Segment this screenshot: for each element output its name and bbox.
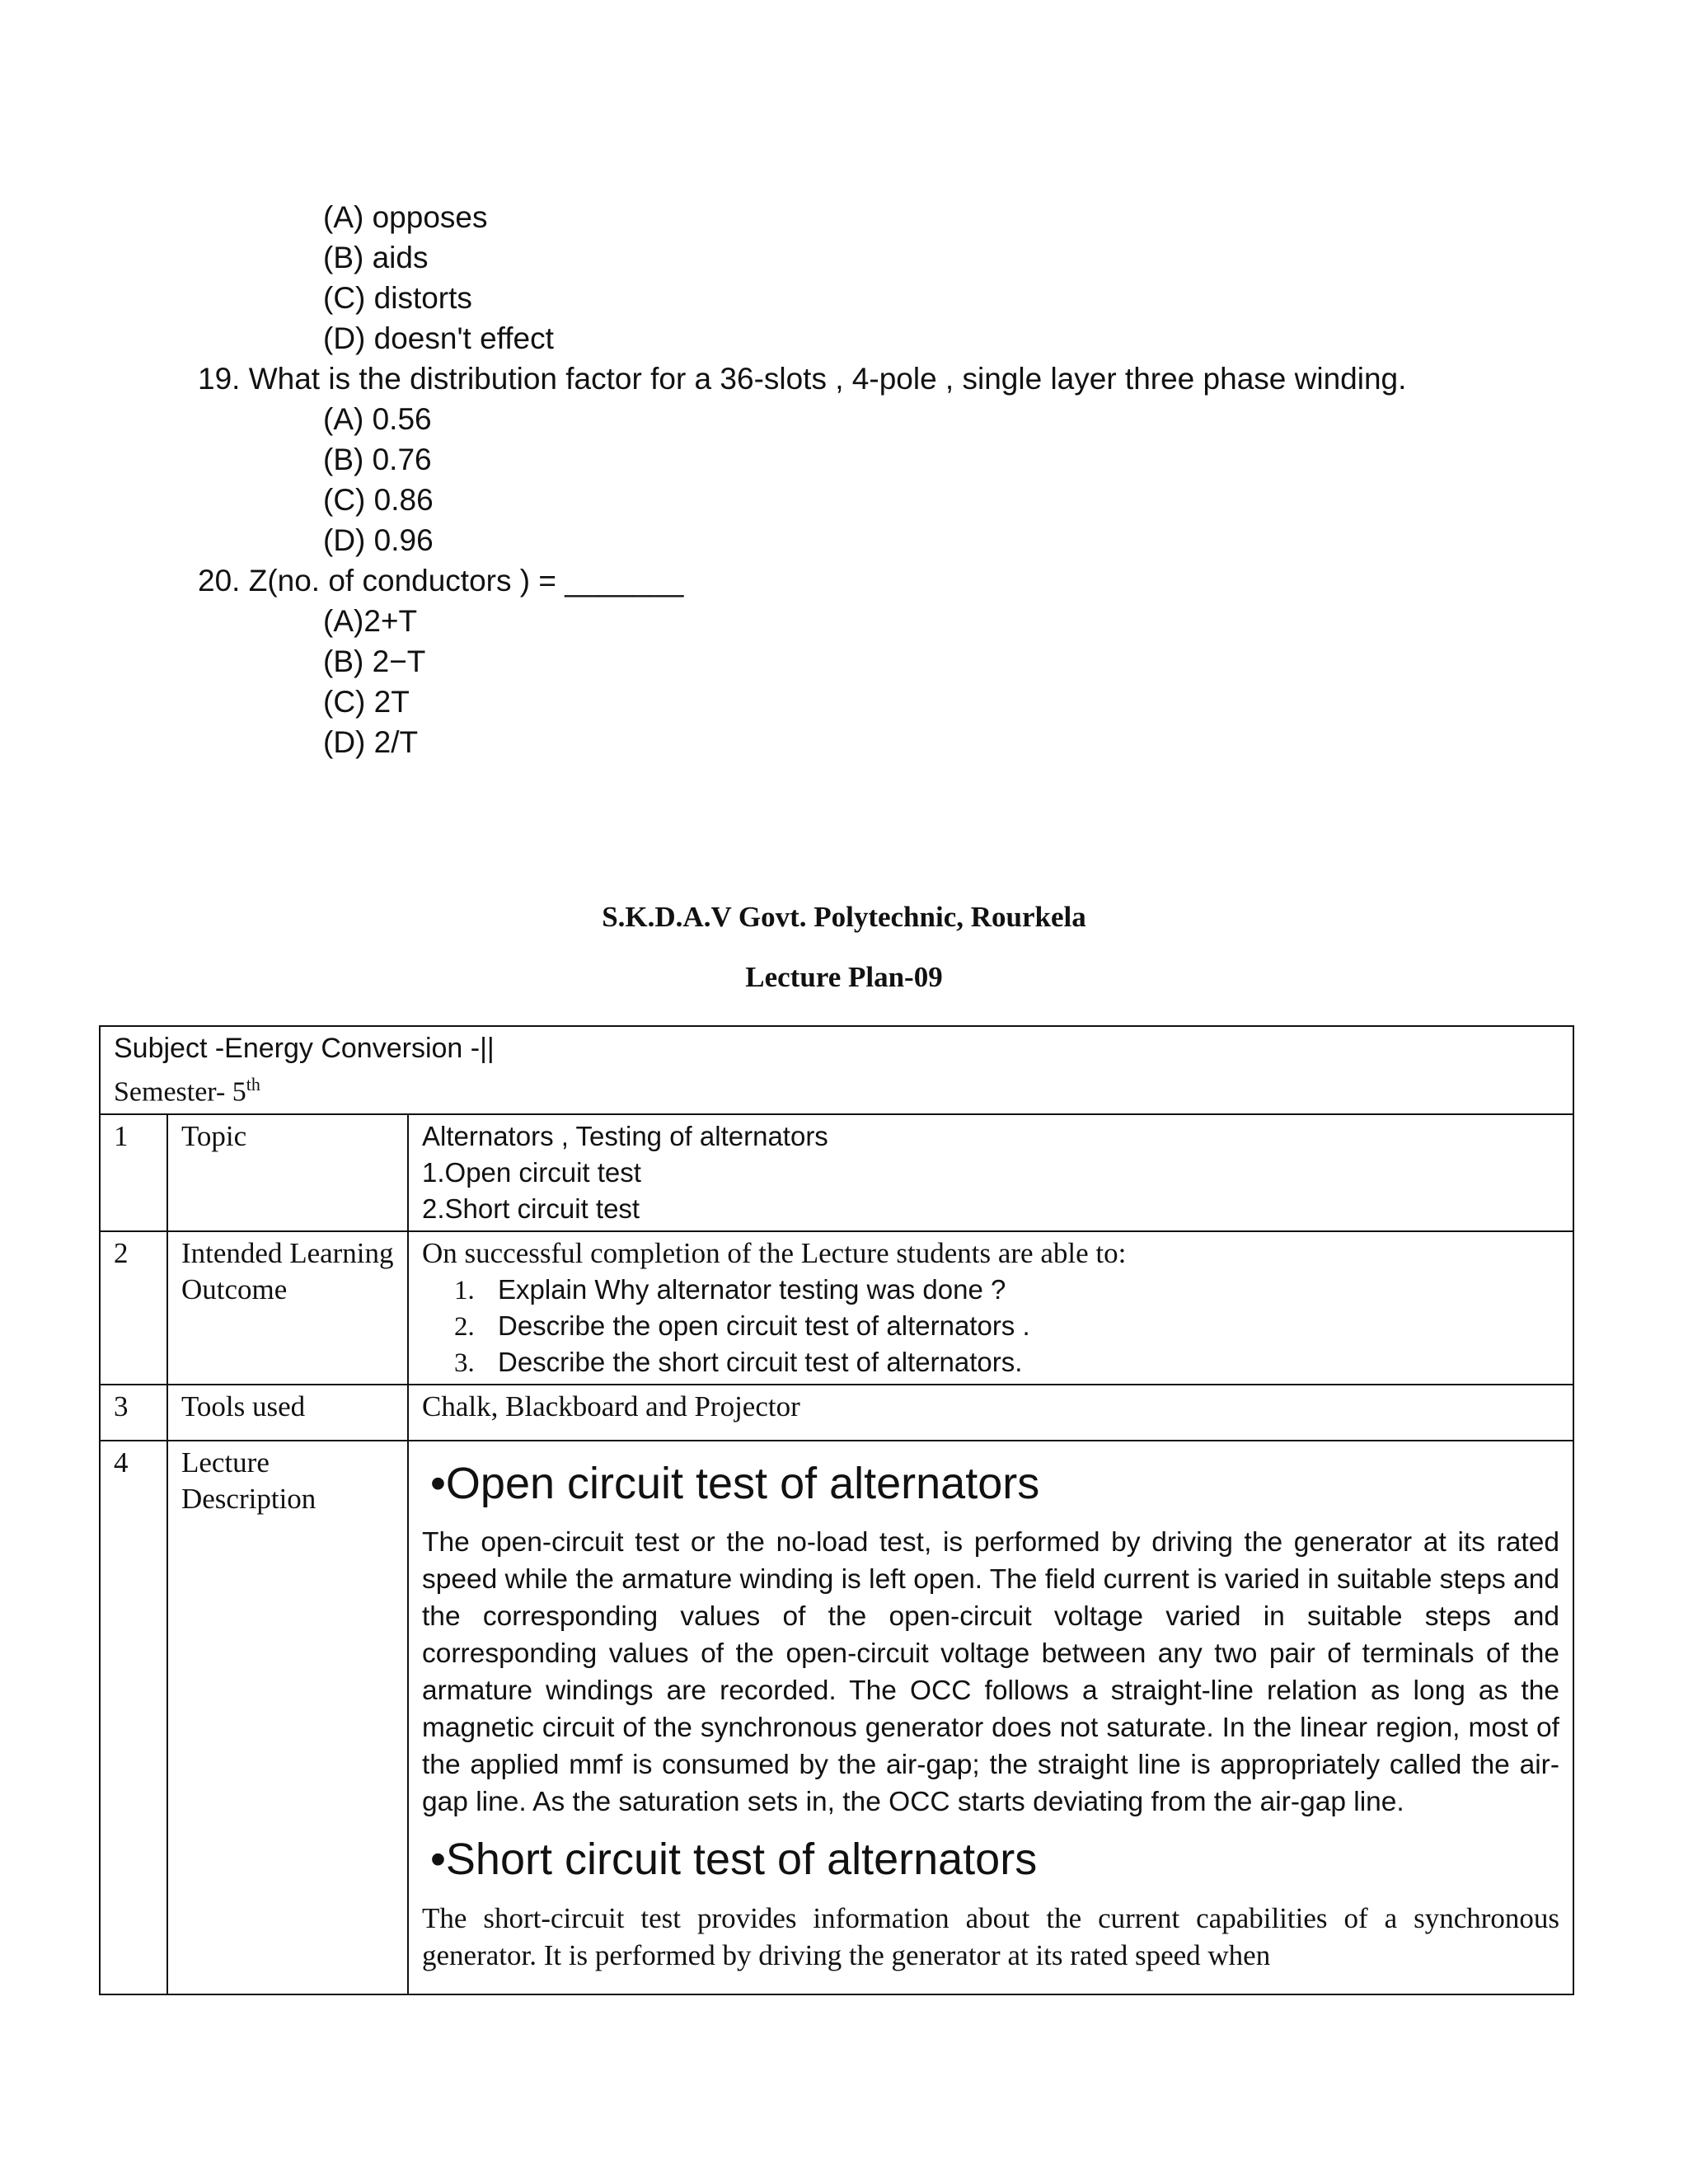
outcome-item: 2. Describe the open circuit test of alternators .	[481, 1308, 1559, 1344]
q20-option-d: (D) 2/T	[323, 725, 419, 759]
topic-row	[100, 1114, 1573, 1231]
topic-line: 2.Short circuit test	[422, 1193, 640, 1225]
question-19: 19. What is the distribution factor for a 36-slots , 4-pole , single layer three phase winding.	[198, 362, 1407, 396]
question-20: 20. Z(no. of conductors ) = _______	[198, 564, 684, 598]
subject-label: Subject -Energy Conversion -||	[114, 1033, 495, 1064]
short-circuit-heading: •Short circuit test of alternators	[430, 1835, 1038, 1885]
row-label: Intended Learning Outcome	[167, 1231, 408, 1385]
topic-line: 1.Open circuit test	[422, 1157, 641, 1188]
school-name: S.K.D.A.V Govt. Polytechnic, Rourkela	[602, 901, 1086, 933]
q20-option-c: (C) 2T	[323, 685, 410, 719]
semester-suffix: th	[246, 1074, 260, 1094]
row-number: 3	[100, 1385, 167, 1441]
row-number: 2	[100, 1231, 167, 1385]
row-number: 4	[100, 1441, 167, 1994]
outcome-item: 1. Explain Why alternator testing was done ?	[481, 1272, 1559, 1308]
outcome-item: 3. Describe the short circuit test of alternators.	[481, 1344, 1559, 1380]
q19-option-a: (A) 0.56	[323, 402, 432, 436]
subject-cell	[100, 1026, 1573, 1114]
lecture-plan-table	[99, 1025, 1574, 1995]
q20-option-b: (B) 2−T	[323, 644, 426, 678]
prev-option-d: (D) doesn't effect	[323, 321, 554, 355]
prev-option-a: (A) opposes	[323, 200, 488, 234]
outcome-row	[100, 1231, 1573, 1385]
tools-row	[100, 1385, 1573, 1441]
description-cell	[408, 1441, 1573, 1994]
row-label: Topic	[167, 1114, 408, 1231]
tools-value: Chalk, Blackboard and Projector	[408, 1385, 1573, 1441]
open-circuit-heading: •Open circuit test of alternators	[430, 1459, 1040, 1509]
outcome-cell	[408, 1231, 1573, 1385]
prev-option-b: (B) aids	[323, 241, 429, 274]
lecture-plan-title: Lecture Plan-09	[745, 961, 943, 993]
q19-option-b: (B) 0.76	[323, 443, 432, 476]
topic-cell	[408, 1114, 1573, 1231]
row-number: 1	[100, 1114, 167, 1231]
outcome-intro: On successful completion of the Lecture students are able to:	[422, 1237, 1127, 1270]
q19-option-c: (C) 0.86	[323, 483, 434, 517]
prev-option-c: (C) distorts	[323, 281, 472, 315]
short-circuit-paragraph: The short-circuit test provides information about the current capabilities of a synchronous generator. It is performed by driving the generator at its rated speed when	[422, 1902, 1559, 1972]
row-label: Lecture Description	[167, 1441, 408, 1994]
row-label: Tools used	[167, 1385, 408, 1441]
description-row	[100, 1441, 1573, 1994]
topic-line: Alternators , Testing of alternators	[422, 1121, 828, 1152]
subject-row	[100, 1026, 1573, 1114]
semester-label	[114, 1066, 1559, 1110]
semester-text: Semester- 5	[114, 1076, 246, 1108]
outcome-list	[422, 1272, 1559, 1380]
open-circuit-paragraph: The open-circuit test or the no-load test, is performed by driving the generator at its rated speed while the armature winding is left open. The field current is varied in suitable steps and the corresponding values of the open-circuit voltage varied in suitable steps and corresponding values of the open-circuit voltage between any two pair of terminals of the armature windings are recorded. The OCC follows a straight-line relation as long as the magnetic circuit of the synchronous generator does not saturate. In the linear region, most of the applied mmf is consumed by the air-gap; the straight line is appropriately called the air-gap line. As the saturation sets in, the OCC starts deviating from the air-gap line.	[422, 1527, 1559, 1818]
q19-option-d: (D) 0.96	[323, 523, 434, 557]
q20-option-a: (A)2+T	[323, 604, 418, 638]
